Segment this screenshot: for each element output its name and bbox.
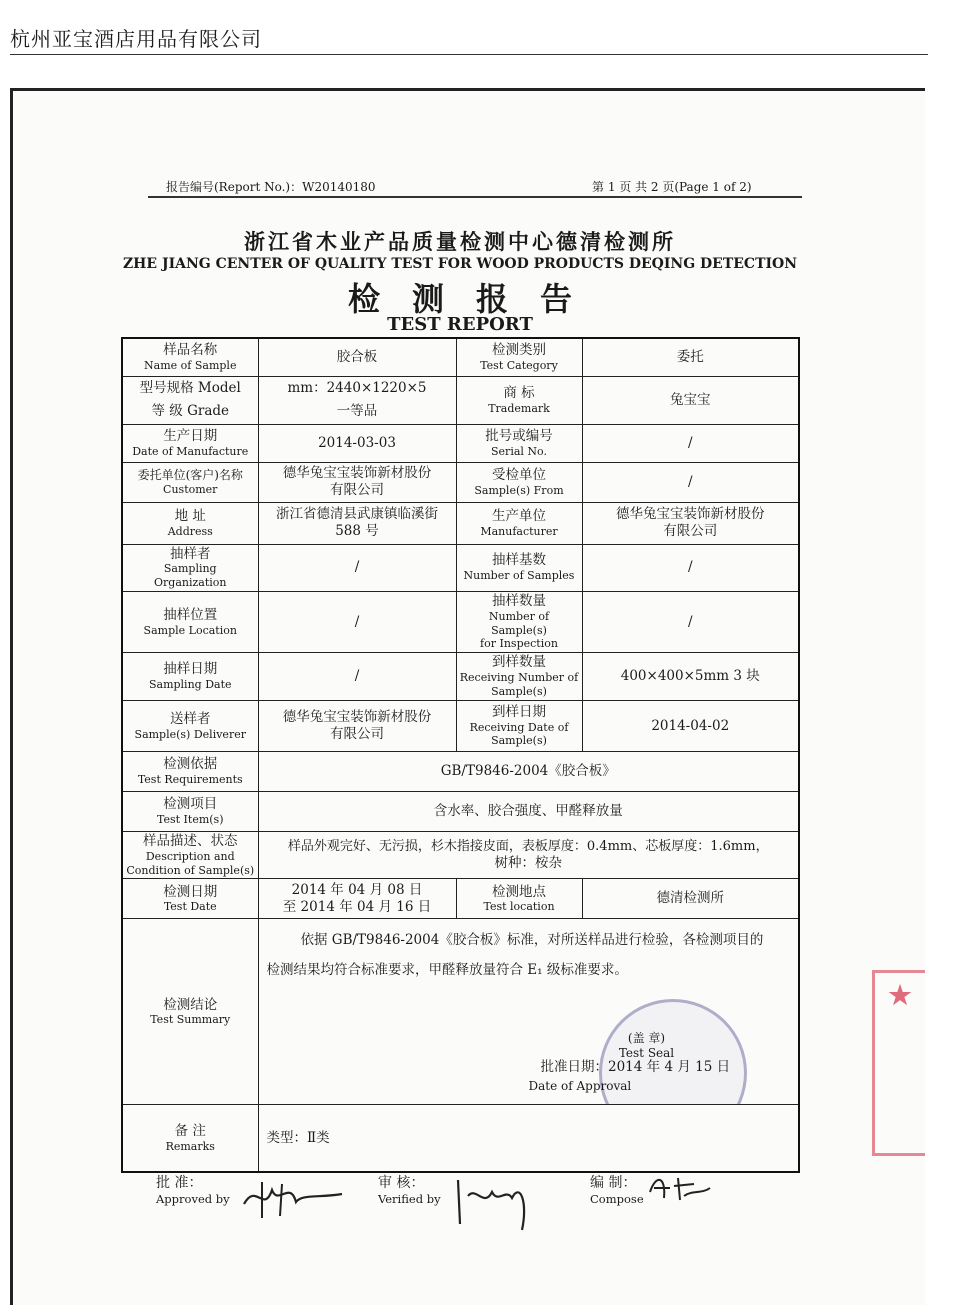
sample-from-value: /	[582, 462, 799, 502]
label-cell: 商 标 Trademark	[456, 376, 582, 424]
verified-signature	[450, 1168, 540, 1234]
customer-value: 德华兔宝宝装饰新材股份 有限公司	[258, 462, 456, 502]
remarks-value: 类型：Ⅱ类	[258, 1105, 799, 1172]
address-value: 浙江省德清县武康镇临溪街 588 号	[258, 502, 456, 544]
sampling-org-value: /	[258, 544, 456, 591]
label-cell: 检测类别 Test Category	[456, 338, 582, 376]
trademark-value: 兔宝宝	[582, 376, 799, 424]
label-cell: 抽样位置 Sample Location	[122, 591, 258, 652]
report-title-cn: 检测报告	[347, 280, 604, 318]
label-cell: 检测地点 Test location	[456, 879, 582, 919]
table-row	[122, 752, 799, 792]
table-row	[122, 653, 799, 701]
label-cell: 生产日期 Date of Manufacture	[122, 424, 258, 462]
label-cell: 检测日期 Test Date	[122, 879, 258, 919]
num-inspection-value: /	[582, 591, 799, 652]
label-cell: 委托单位(客户)名称 Customer	[122, 462, 258, 502]
label-cell: 抽样日期 Sampling Date	[122, 653, 258, 701]
table-row	[122, 424, 799, 462]
approved-by: 批 准： Approved by	[156, 1175, 230, 1206]
table-row	[122, 338, 799, 376]
test-requirements-value: GB/T9846-2004《胶合板》	[258, 752, 799, 792]
model-grade-value: mm：2440×1220×5 一等品	[258, 376, 456, 424]
table-row	[122, 701, 799, 752]
institute-name-en: ZHE JIANG CENTER OF QUALITY TEST FOR WOOD PRODUCTS DEQING DETECTION	[122, 256, 798, 272]
label-cell: 地 址 Address	[122, 502, 258, 544]
test-summary-value: 依据 GB/T9846-2004《胶合板》标准，对所送样品进行检验，各检测项目的 检测结果均符合标准要求，甲醛释放量符合 E₁ 级标准要求。 (盖 章) Test Seal 批准日期：2014 年 4 月 15 日 Date of Approval	[258, 919, 799, 1105]
table-row	[122, 919, 799, 1105]
test-location-value: 德清检测所	[582, 879, 799, 919]
receiving-date-value: 2014-04-02	[582, 701, 799, 752]
receiving-number-value: 400×400×5mm 3 块	[582, 653, 799, 701]
table-row	[122, 502, 799, 544]
label-cell: 抽样数量 Number of Sample(s) for Inspection	[456, 591, 582, 652]
label-cell: 送样者 Sample(s) Deliverer	[122, 701, 258, 752]
red-stamp-partial: ★	[872, 970, 925, 1156]
table-row	[122, 544, 799, 591]
table-row	[122, 376, 799, 424]
manufacturer-value: 德华兔宝宝装饰新材股份 有限公司	[582, 502, 799, 544]
institute-name-cn: 浙江省木业产品质量检测中心德清检测所	[244, 229, 676, 254]
report-table	[121, 337, 800, 1173]
table-row	[122, 792, 799, 832]
test-date-value: 2014 年 04 月 08 日 至 2014 年 04 月 16 日	[258, 879, 456, 919]
label-cell: 检测结论 Test Summary	[122, 919, 258, 1105]
sample-location-value: /	[258, 591, 456, 652]
verified-by: 审 核： Verified by	[378, 1175, 441, 1206]
table-row	[122, 1105, 799, 1172]
num-samples-value: /	[582, 544, 799, 591]
label-cell: 样品名称 Name of Sample	[122, 338, 258, 376]
gray-stamp-partial	[848, 736, 918, 906]
table-row	[122, 832, 799, 879]
description-value: 样品外观完好、无污损，杉木指接皮面，表板厚度：0.4mm、芯板厚度：1.6mm， 树种：桉杂	[258, 832, 799, 879]
sample-name-value: 胶合板	[258, 338, 456, 376]
compose-signature	[644, 1168, 716, 1208]
label-cell: 受检单位 Sample(s) From	[456, 462, 582, 502]
label-cell: 到样数量 Receiving Number of Sample(s)	[456, 653, 582, 701]
label-cell: 检测依据 Test Requirements	[122, 752, 258, 792]
report-number: 报告编号(Report No.)：W20140180	[166, 180, 376, 194]
manufacture-date-value: 2014-03-03	[258, 424, 456, 462]
label-cell: 生产单位 Manufacturer	[456, 502, 582, 544]
report-title-en: TEST REPORT	[387, 314, 533, 335]
table-row	[122, 462, 799, 502]
page-header: 杭州亚宝酒店用品有限公司	[10, 24, 928, 55]
label-cell: 备 注 Remarks	[122, 1105, 258, 1172]
compose-by: 编 制： Compose	[590, 1175, 644, 1206]
sampling-date-value: /	[258, 653, 456, 701]
approval-date-label: Date of Approval	[528, 1079, 632, 1094]
deliverer-value: 德华兔宝宝装饰新材股份 有限公司	[258, 701, 456, 752]
label-cell: 检测项目 Test Item(s)	[122, 792, 258, 832]
label-cell: 型号规格 Model 等 级 Grade	[122, 376, 258, 424]
table-row	[122, 591, 799, 652]
label-cell: 批号或编号 Serial No.	[456, 424, 582, 462]
seal-label: (盖 章) Test Seal	[618, 1031, 675, 1061]
label-cell: 到样日期 Receiving Date of Sample(s)	[456, 701, 582, 752]
label-cell: 抽样基数 Number of Samples	[456, 544, 582, 591]
label-cell: 抽样者 Sampling Organization	[122, 544, 258, 591]
approved-signature	[238, 1172, 350, 1222]
header-divider	[148, 196, 802, 198]
serial-value: /	[582, 424, 799, 462]
table-row	[122, 879, 799, 919]
approval-date: 批准日期：2014 年 4 月 15 日	[540, 1059, 731, 1076]
test-category-value: 委托	[582, 338, 799, 376]
test-items-value: 含水率、胶合强度、甲醛释放量	[258, 792, 799, 832]
page-info: 第 1 页 共 2 页(Page 1 of 2)	[592, 180, 752, 194]
label-cell: 样品描述、状态 Description and Condition of Sample(s)	[122, 832, 258, 879]
